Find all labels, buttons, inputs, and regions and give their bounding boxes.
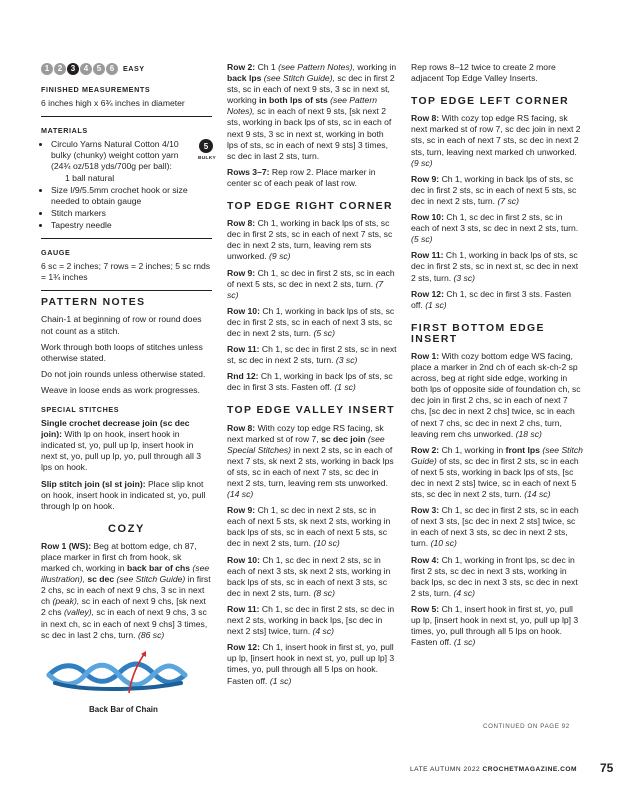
tlc-row-12: Row 12: Ch 1, sc dec in first 3 sts. Fasten off. (1 sc) bbox=[411, 288, 571, 310]
yarn-weight-icon bbox=[198, 139, 217, 164]
chain-illustration-graphic bbox=[41, 647, 191, 699]
continued-on-page: CONTINUED ON PAGE 92 bbox=[483, 723, 570, 730]
special-stitches-heading: SPECIAL STITCHES bbox=[41, 404, 120, 414]
cozy-heading: COZY bbox=[108, 522, 145, 535]
materials-item: • Stitch markers bbox=[51, 208, 212, 219]
page-footer bbox=[410, 766, 577, 773]
divider bbox=[41, 290, 212, 291]
skill-dot-6: 6 bbox=[106, 63, 118, 75]
special-sljoin: Slip stitch join (sl st join): Place slip knot on hook, insert hook in indicated st, yo, pull through lp on hook. bbox=[41, 478, 206, 511]
pattern-note: Do not join rounds unless otherwise stated. bbox=[41, 368, 206, 379]
fbi-row-1: Row 1: With cozy bottom edge WS facing, place a marker in 2nd ch of each sk-ch-2 sp across, beg at right side edge, working in both lps of opposite side of foundation ch, sc dec join in first 2 chs, sc in each of next 7 chs, [sc dec in next 2 chs] twice, sc in each of next 7 chs, sc dec in next 2 chs, turn, leaving rem chs unworked. (18 sc) bbox=[411, 350, 581, 439]
yarn-weight-label: BULKY bbox=[198, 156, 217, 162]
site-label: CROCHETMAGAZINE.COM bbox=[482, 766, 578, 773]
divider bbox=[41, 116, 212, 117]
column-1 bbox=[41, 62, 217, 715]
tlc-row-8: Row 8: With cozy top edge RS facing, sk next marked st of row 7, sc dec join in next 2 sts, sc in each of next 7 sts, sc dec in next 2 sts, turn, leaving next marked ch unworked. (9 sc) bbox=[411, 113, 581, 168]
fbi-row-3: Row 3: Ch 1, sc dec in first 2 sts, sc in each of next 3 sts, [sc dec in next 2 sts] twice, sc in each of next 3 sts, sc dec in next 2 sts, turn. (10 sc) bbox=[411, 505, 579, 549]
skill-label: EASY bbox=[123, 64, 145, 74]
special-scdec: Single crochet decrease join (sc dec join): With lp on hook, insert hook in indicated st, yo, pull up lp, insert hook in next st, yo, pull up lp, yo, pull through all 3 lps on hook. bbox=[41, 418, 202, 473]
trc-row-12: Rnd 12: Ch 1, working in back lps of sts, sc dec in first 3 sts. Fasten off. (1 sc) bbox=[227, 371, 393, 393]
finished-text: 6 inches high x 6¾ inches in diameter bbox=[41, 98, 185, 109]
materials-heading: MATERIALS bbox=[41, 126, 88, 136]
rep-valley-text: Rep rows 8–12 twice to create 2 more adjacent Top Edge Valley Inserts. bbox=[411, 62, 556, 84]
materials-yarn-text: • Circulo Yarns Natural Cotton 4/10 bulky (chunky) weight cotton yarn (24¾ oz/518 yds/700g per ball): 1 ball natural bbox=[51, 139, 192, 183]
trc-row-10: Row 10: Ch 1, working in back lps of sts, sc dec in first 2 sts, sc in each of next 3 sts, sc dec in next 2 sts, turn. (5 sc) bbox=[227, 305, 395, 338]
top-edge-valley-insert-heading: TOP EDGE VALLEY INSERT bbox=[227, 405, 396, 417]
trc-row-8: Row 8: Ch 1, working in back lps of sts, sc dec in first 2 sts, sc in each of next 7 sts, sc dec in next 2 sts, turn, leaving rem sts unworked. (9 sc) bbox=[227, 218, 393, 262]
tlc-row-10: Row 10: Ch 1, sc dec in first 2 sts, sc in each of next 3 sts, sc dec in next 2 sts, turn. (5 sc) bbox=[411, 212, 579, 245]
cozy-row-2: Row 2: Ch 1 (see Pattern Notes), working in back lps (see Stitch Guide), sc dec in first 2 sts, sc in each of next 9 sts, 3 sc in next st, working in both lps of sts (see Pattern Notes), sc in each of next 9 sts, [sk next 2 sts, working in back lps of sts, sc in each of next 9 sts, 3 sc in next st, working in both lps of sts, sc in each of next 9 sts] 3 times, sc dec in last 2 sts, turn. bbox=[227, 62, 397, 161]
fbi-row-2: Row 2: Ch 1, working in front lps (see Stitch Guide) of sts, sc dec in first 2 sts, sc in each of next 5 sts, working in back lps of sts, [sc dec in next 2 sts] twice, sc in each of next 5 sts, sc dec in next 2 sts, turn. (14 sc) bbox=[411, 444, 583, 500]
divider bbox=[41, 238, 212, 239]
pattern-note: Weave in loose ends as work progresses. bbox=[41, 384, 200, 395]
gauge-text: 6 sc = 2 inches; 7 rows = 2 inches; 5 sc rnds = 1¾ inches bbox=[41, 261, 211, 283]
skill-dot-2: 2 bbox=[54, 63, 66, 75]
skill-level bbox=[41, 62, 212, 76]
trc-row-9: Row 9: Ch 1, sc dec in first 2 sts, sc in each of next 5 sts, sc dec in next 2 sts, turn. (7 sc) bbox=[227, 267, 395, 300]
cozy-row-1: Row 1 (WS): Beg at bottom edge, ch 87, place marker in first ch from hook, sk marked ch, working in back bar of chs (see illustration), sc dec (see Stitch Guide) in first 2 chs, sc in each of next 9 chs, 3 sc in next ch (peak), sc in each of next 9 chs, [sk next 2 chs (valley), sc in each of next 9 chs, 3 sc in next ch, sc in each of next 9 chs] 3 times, sc dec in last 2 chs, turn. (86 sc) bbox=[41, 540, 211, 640]
skill-dot-4: 4 bbox=[80, 63, 92, 75]
pattern-notes-heading: PATTERN NOTES bbox=[41, 297, 146, 309]
skill-dot-1: 1 bbox=[41, 63, 53, 75]
page-number: 75 bbox=[600, 761, 614, 775]
issue-label: LATE AUTUMN 2022 bbox=[410, 766, 481, 773]
fbi-row-5: Row 5: Ch 1, insert hook in first st, yo, pull up lp, [insert hook in next st, yo, pull up lp] 3 times, yo, pull through all 5 lps on hook. Fasten off. (1 sc) bbox=[411, 603, 579, 648]
gauge-heading: GAUGE bbox=[41, 248, 71, 258]
first-bottom-edge-insert-heading: FIRST BOTTOM EDGE INSERT bbox=[411, 322, 545, 345]
column-2 bbox=[227, 62, 397, 692]
watermark: PassionForum.ru bbox=[540, 786, 601, 795]
trc-row-11: Row 11: Ch 1, sc dec in first 2 sts, sc in next st, sc dec in next 2 sts, turn. (3 sc) bbox=[227, 344, 397, 366]
pattern-note: Chain-1 at beginning of row or round does not count as a stitch. bbox=[41, 314, 202, 336]
back-bar-of-chain-illustration bbox=[41, 647, 212, 715]
top-edge-left-corner-heading: TOP EDGE LEFT CORNER bbox=[411, 96, 570, 108]
fbi-row-4: Row 4: Ch 1, working in front lps, sc dec in first 2 sts, sc dec in next 3 sts, working in back lps, sc dec in next 3 sts, sc dec in next 2 sts, turn. (4 sc) bbox=[411, 554, 578, 598]
tvi-row-11: Row 11: Ch 1, sc dec in first 2 sts, sc dec in next 2 sts, working in back lps, [sc dec in next 2 sts] twice, turn. (4 sc) bbox=[227, 603, 395, 637]
materials-item: • Size I/9/5.5mm crochet hook or size needed to obtain gauge bbox=[51, 185, 212, 207]
top-edge-right-corner-heading: TOP EDGE RIGHT CORNER bbox=[227, 201, 393, 213]
cozy-rows-3-7: Rows 3–7: Rep row 2. Place marker in center sc of each peak of last row. bbox=[227, 166, 376, 188]
pattern-note: Work through both loops of stitches unless otherwise stated. bbox=[41, 341, 203, 363]
yarn-weight-number: 5 bbox=[199, 139, 213, 153]
tlc-row-9: Row 9: Ch 1, working in back lps of sts, sc dec in first 2 sts, sc in each of next 5 sts, sc dec in next 2 sts, turn. (7 sc) bbox=[411, 173, 577, 206]
column-3 bbox=[411, 62, 583, 653]
tvi-row-12: Row 12: Ch 1, insert hook in first st, yo, pull up lp, [insert hook in next st, yo, pull up lp] 3 times, yo, pull through all 5 lps on hook. Fasten off. (1 sc) bbox=[227, 642, 395, 686]
tvi-row-8: Row 8: With cozy top edge RS facing, sk next marked st of row 7, sc dec join (see Special Stitches) in next 2 sts, sc in each of next 7 sts, sk next 2 sts, working in back lps of sts, sc in each of next 7 sts, sc dec in next 2 sts, turn, leaving rem sts unworked. (14 sc) bbox=[227, 422, 394, 500]
tlc-row-11: Row 11: Ch 1, working in back lps of sts, sc dec in first 2 sts, sc in next st, sc dec in next 2 sts, turn. (3 sc) bbox=[411, 250, 579, 283]
materials-item: • Tapestry needle bbox=[51, 220, 212, 231]
skill-dot-3: 3 bbox=[67, 63, 79, 75]
tvi-row-9: Row 9: Ch 1, sc dec in next 2 sts, sc in each of next 5 sts, sk next 2 sts, working in back lps of sts, sc in each of next 5 sts, sc dec in next 2 sts, turn. (10 sc) bbox=[227, 505, 391, 549]
materials-yarn bbox=[41, 139, 217, 183]
skill-dot-5: 5 bbox=[93, 63, 105, 75]
tvi-row-10: Row 10: Ch 1, sc dec in next 2 sts, sc in each of next 3 sts, sk next 2 sts, working in back lps of sts, sc in each of next 3 sts, sc dec in next 2 sts, turn. (8 sc) bbox=[227, 554, 391, 598]
finished-heading: FINISHED MEASUREMENTS bbox=[41, 85, 151, 94]
materials-yarn-amount: 1 ball natural bbox=[65, 172, 115, 183]
figure-caption: Back Bar of Chain bbox=[89, 704, 158, 714]
